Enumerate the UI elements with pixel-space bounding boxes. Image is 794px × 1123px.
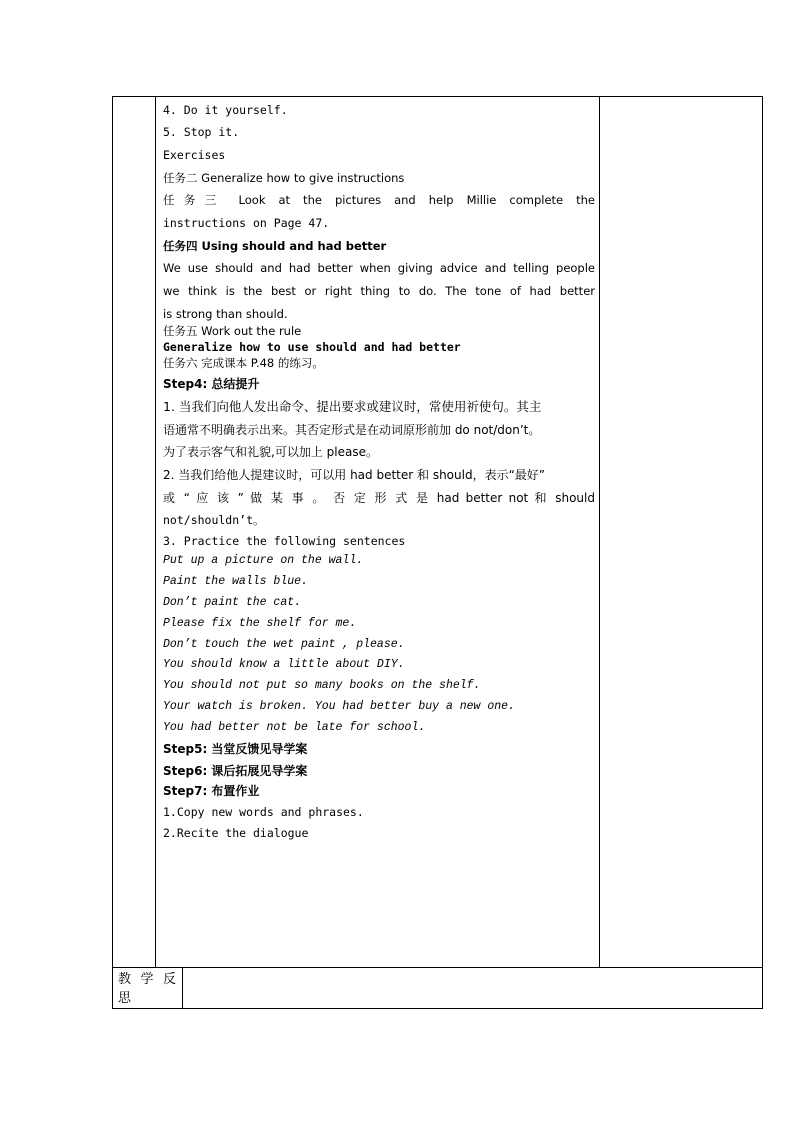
example-sentence: Don’t touch the wet paint , please. [163,638,405,651]
text-line: 5. Stop it. [163,125,240,139]
example-sentence: You had better not be late for school. [163,721,426,734]
text-line: Exercises [163,148,226,162]
table-bottom-border [112,1008,763,1009]
reflection-char: 思 [118,991,132,1006]
reflection-char: 学 [140,972,154,987]
text-line: not/shouldn’t。 [163,513,265,527]
step5-heading: Step5: 当堂反馈见导学案 [163,742,308,756]
text-line: 为了表示客气和礼貌,可以加上 please。 [163,445,378,459]
row-divider [112,967,763,968]
text-line: 3. Practice the following sentences [163,534,406,548]
text-line: 1. 当我们向他人发出命令、提出要求或建议时，常使用祈使句。其主 [163,399,542,414]
task-two: 任务二 Generalize how to give instructions [163,171,405,185]
generalize-line: Generalize how to use should and had better [163,340,461,354]
text-line: 或 “ 应 该 ” 做 某 事 。 否 定 形 式 是 had better not 和 should [163,491,595,505]
text-line: we think is the best or right thing to do. The tone of had better [163,284,595,298]
example-sentence: Don’t paint the cat. [163,596,302,609]
homework-item: 2.Recite the dialogue [163,826,309,840]
step6-heading: Step6: 课后拓展见导学案 [163,764,308,778]
table-left-border [112,96,113,1009]
reflection-divider [182,967,183,1009]
reflection-char: 反 [162,972,176,987]
example-sentence: Paint the walls blue. [163,575,308,588]
reflection-char: 教 [118,972,132,987]
text-line: We use should and had better when giving advice and telling people [163,261,595,275]
example-sentence: Put up a picture on the wall. [163,554,364,567]
homework-item: 1.Copy new words and phrases. [163,805,364,819]
task-four-title: 任务四 Using should and had better [163,239,387,253]
task-three: 任务三 Look at the pictures and help Millie complete the [163,193,595,207]
text-line: is strong than should. [163,307,288,321]
text-line [163,339,461,355]
step4-heading: Step4: 总结提升 [163,377,260,391]
example-sentence: Your watch is broken. You had better buy a new one. [163,700,515,713]
example-sentence: Please fix the shelf for me. [163,617,357,630]
teaching-reflection-label [118,970,176,1008]
text-line: 2. 当我们给他人提建议时，可以用 had better 和 should，表示“最好” [163,468,546,482]
task-four [163,238,386,254]
column-divider-left [155,96,156,967]
task-six: 任务六 完成课本 P.48 的练习。 [163,356,324,370]
column-divider-right [599,96,600,967]
example-sentence: You should not put so many books on the shelf. [163,679,481,692]
text-line: 4. Do it yourself. [163,103,288,117]
text-line: 语通常不明确表示出来。其否定形式是在动词原形前加 do not/don’t。 [163,423,541,437]
step7-heading: Step7: 布置作业 [163,784,260,798]
text-line: instructions on Page 47. [163,216,330,230]
table-right-border [762,96,763,1009]
task-five: 任务五 Work out the rule [163,324,302,338]
table-top-border [112,96,763,97]
example-sentence: You should know a little about DIY. [163,658,405,671]
